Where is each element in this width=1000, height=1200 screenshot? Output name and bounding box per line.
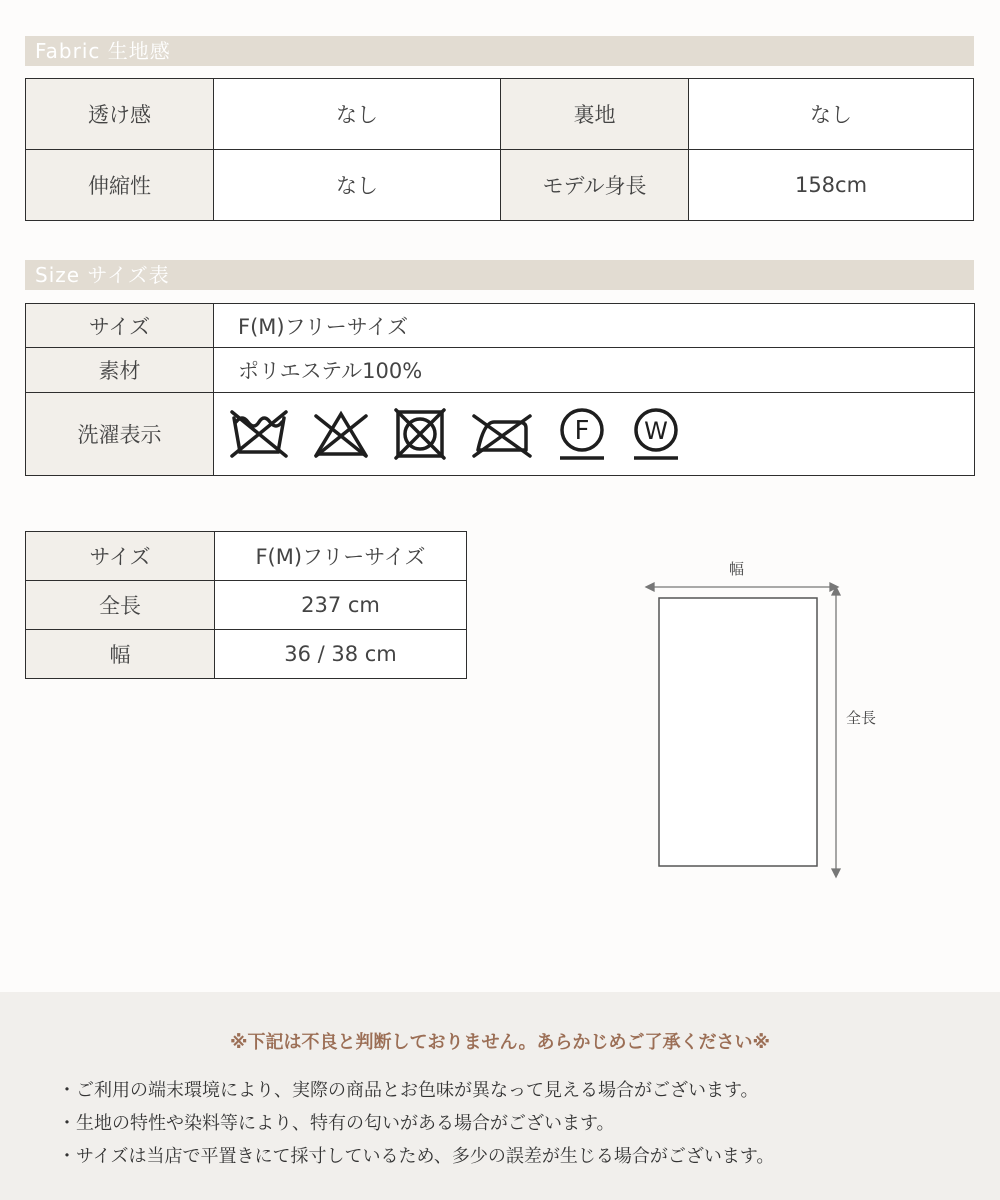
- measure-size-label: サイズ: [26, 532, 215, 581]
- fabric-table: [25, 78, 974, 221]
- fabric-value-sheer: なし: [214, 79, 501, 150]
- size-label: サイズ: [26, 304, 214, 348]
- dry-clean-f-icon: [556, 406, 608, 462]
- notes-panel: [0, 992, 1000, 1200]
- material-value: ポリエステル100%: [214, 348, 975, 393]
- no-wash-icon: [228, 408, 290, 460]
- list-item: ・ご利用の端末環境により、実際の商品とお色味が異なって見える場合がございます。: [58, 1080, 759, 1101]
- list-item: ・サイズは当店で平置きにて採寸しているため、多少の誤差が生じる場合がございます。: [58, 1146, 775, 1167]
- wet-clean-w-icon: [630, 406, 682, 462]
- garment-outline: [659, 598, 817, 866]
- width-label: 幅: [729, 560, 745, 578]
- measure-length-value: 237 cm: [215, 581, 467, 630]
- notes-heading: ※下記は不良と判断しておりません。あらかじめご了承ください※: [229, 1032, 771, 1053]
- dry-clean-letter: F: [574, 416, 590, 446]
- size-table: [25, 303, 975, 476]
- table-row: [26, 532, 467, 581]
- length-label: 全長: [846, 709, 877, 727]
- fabric-label-stretch: 伸縮性: [26, 150, 214, 221]
- fabric-label-model-height: モデル身長: [501, 150, 689, 221]
- fabric-section-header: Fabric 生地感: [25, 36, 974, 66]
- no-iron-icon: [470, 408, 534, 460]
- fabric-label-lining: 裏地: [501, 79, 689, 150]
- fabric-label-sheer: 透け感: [26, 79, 214, 150]
- size-value: F(M)フリーサイズ: [214, 304, 975, 348]
- size-section-header: Size サイズ表: [25, 260, 974, 290]
- fabric-value-model-height: 158cm: [689, 150, 974, 221]
- no-bleach-icon: [312, 408, 370, 460]
- wet-clean-letter: W: [644, 417, 668, 445]
- care-symbols-cell: [214, 393, 975, 476]
- no-tumble-dry-icon: [392, 408, 448, 460]
- measure-size-value: F(M)フリーサイズ: [215, 532, 467, 581]
- table-row: [26, 348, 975, 393]
- measure-width-label: 幅: [26, 630, 215, 679]
- table-row: [26, 393, 975, 476]
- table-row: [26, 79, 974, 150]
- table-row: [26, 630, 467, 679]
- material-label: 素材: [26, 348, 214, 393]
- table-row: [26, 304, 975, 348]
- measure-width-value: 36 / 38 cm: [215, 630, 467, 679]
- fabric-value-stretch: なし: [214, 150, 501, 221]
- size-diagram: [640, 575, 850, 880]
- care-label: 洗濯表示: [26, 393, 214, 476]
- table-row: [26, 581, 467, 630]
- measurement-table: [25, 531, 467, 679]
- fabric-value-lining: なし: [689, 79, 974, 150]
- measure-length-label: 全長: [26, 581, 215, 630]
- list-item: ・生地の特性や染料等により、特有の匂いがある場合がございます。: [58, 1113, 615, 1134]
- table-row: [26, 150, 974, 221]
